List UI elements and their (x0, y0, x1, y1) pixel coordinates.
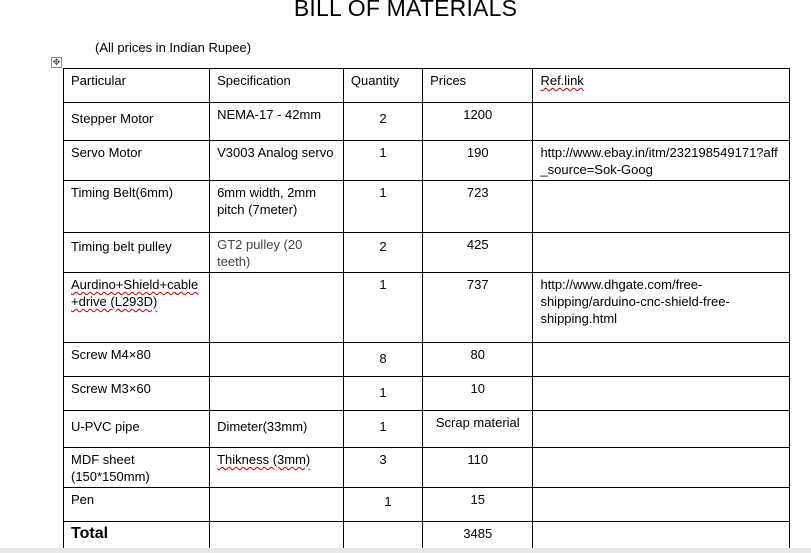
total-value: 3485 (463, 526, 493, 541)
cell-quantity (343, 141, 422, 181)
cell-price (423, 273, 533, 343)
cell-particular (64, 181, 210, 233)
cell-quantity (343, 233, 422, 273)
header-quantity-label: Quantity (350, 73, 400, 88)
table-header-row (64, 69, 790, 103)
cell-ref-link (533, 273, 790, 343)
price-currency-note: (All prices in Indian Rupee) (95, 40, 252, 55)
cell-ref-link (533, 377, 790, 411)
quantity-text: 2 (379, 239, 387, 254)
cell-specification (210, 141, 344, 181)
cell-specification (210, 273, 344, 343)
table-row (64, 411, 790, 448)
total-label: Total (71, 525, 109, 542)
particular-text: Screw M4×80 (71, 347, 151, 362)
cell-particular (64, 273, 210, 343)
particular-text: Pen (71, 492, 95, 507)
bill-of-materials-table (63, 68, 790, 553)
cell-specification (210, 411, 344, 448)
cell-quantity (343, 448, 422, 488)
cell-price (423, 141, 533, 181)
cell-particular (64, 233, 210, 273)
cell-quantity (343, 377, 422, 411)
cell-particular (64, 141, 210, 181)
price-text: 110 (467, 452, 489, 467)
header-particular (64, 69, 210, 103)
cell-quantity (343, 103, 422, 141)
cell-ref-link (533, 181, 790, 233)
table-row (64, 181, 790, 233)
cell-quantity (343, 181, 422, 233)
table-row (64, 273, 790, 343)
price-text: 190 (466, 145, 489, 160)
cell-quantity (343, 273, 422, 343)
table-row (64, 141, 790, 181)
cell-price (423, 181, 533, 233)
table-row (64, 343, 790, 377)
cell-specification (210, 343, 344, 377)
quantity-text: 1 (379, 185, 387, 200)
price-text: 723 (466, 185, 489, 200)
cell-ref-link (533, 448, 790, 488)
table-row (64, 233, 790, 273)
table-row (64, 488, 790, 522)
price-text: 425 (466, 237, 489, 252)
particular-text: Timing belt pulley (71, 239, 172, 254)
quantity-text: 1 (379, 385, 387, 400)
quantity-text: 1 (379, 419, 387, 434)
table-row (64, 448, 790, 488)
specification-text: NEMA-17 - 42mm (217, 107, 322, 122)
cell-ref-link (533, 488, 790, 522)
cell-ref-link (533, 103, 790, 141)
quantity-text: 3 (379, 452, 387, 467)
header-ref-link-label: Ref.link (540, 73, 584, 88)
price-text: 15 (470, 492, 485, 507)
particular-text: Aurdino+Shield+cable+drive (L293D) (71, 277, 199, 309)
specification-text: GT2 pulley (20 teeth) (217, 237, 303, 269)
price-text: 80 (470, 347, 485, 362)
cell-price (423, 343, 533, 377)
page-bottom-edge (0, 548, 811, 553)
header-prices (423, 69, 533, 103)
particular-text: U-PVC pipe (71, 419, 140, 434)
table-row (64, 377, 790, 411)
particular-text: Stepper Motor (71, 111, 154, 126)
particular-text: Servo Motor (71, 145, 142, 160)
cell-ref-link (533, 343, 790, 377)
specification-text: Dimeter(33mm) (217, 419, 308, 434)
cell-ref-link (533, 141, 790, 181)
cell-specification (210, 103, 344, 141)
cell-particular (64, 411, 210, 448)
particular-text: Timing Belt(6mm) (71, 185, 174, 200)
cell-quantity (343, 411, 422, 448)
specification-text: 6mm width, 2mm pitch (7meter) (217, 185, 317, 217)
cell-particular (64, 377, 210, 411)
cell-specification (210, 233, 344, 273)
price-text: 737 (466, 277, 489, 292)
quantity-text: 8 (379, 351, 387, 366)
ref-link-text[interactable]: http://www.dhgate.com/free-shipping/arduino-cnc-shield-free-shipping.html (540, 277, 730, 326)
header-specification-label: Specification (217, 73, 291, 88)
header-prices-label: Prices (430, 73, 467, 88)
cell-price (423, 448, 533, 488)
cell-specification (210, 448, 344, 488)
cell-price (423, 103, 533, 141)
cell-quantity (343, 343, 422, 377)
cell-specification (210, 181, 344, 233)
table-move-handle-icon[interactable]: ✥ (52, 57, 61, 67)
specification-text: Thikness (3mm) (217, 452, 311, 467)
quantity-text: 1 (379, 277, 387, 292)
cell-quantity (343, 488, 422, 522)
quantity-text: 1 (384, 494, 392, 509)
cell-specification (210, 488, 344, 522)
cell-price (423, 488, 533, 522)
cell-specification (210, 377, 344, 411)
quantity-text: 1 (379, 145, 387, 160)
cell-ref-link (533, 233, 790, 273)
particular-text: MDF sheet (150*150mm) (71, 452, 150, 484)
price-text: 1200 (463, 107, 493, 122)
price-text: 10 (470, 381, 485, 396)
cell-particular (64, 488, 210, 522)
header-specification (210, 69, 344, 103)
cell-particular (64, 343, 210, 377)
cell-price (423, 233, 533, 273)
cell-price (423, 411, 533, 448)
price-text: Scrap material (435, 415, 520, 430)
particular-text: Screw M3×60 (71, 381, 151, 396)
specification-text: V3003 Analog servo (217, 145, 334, 160)
quantity-text: 2 (379, 111, 387, 126)
header-ref-link (533, 69, 790, 103)
document-title: BILL OF MATERIALS (293, 0, 518, 21)
table-row (64, 103, 790, 141)
cell-price (423, 377, 533, 411)
header-quantity (343, 69, 422, 103)
ref-link-text[interactable]: http://www.ebay.in/itm/232198549171?aff_source=Sok-Goog (540, 145, 778, 177)
cell-ref-link (533, 411, 790, 448)
cell-particular (64, 103, 210, 141)
header-particular-label: Particular (71, 73, 126, 88)
cell-particular (64, 448, 210, 488)
